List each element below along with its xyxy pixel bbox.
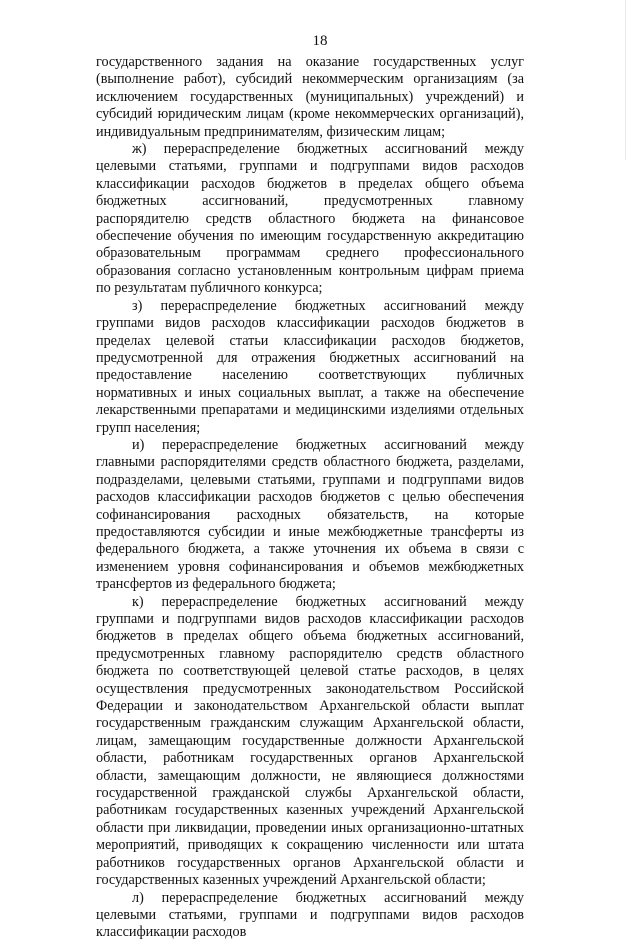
paragraph-continuation: государственного задания на оказание государственных услуг (выполнение работ), субсидий некоммерческим организациям (за исключением государственных (муниципальных) учреждений) и субсидий юридическим лицам (кроме некоммерческих организаций), индивидуальным предпринимателям, физическим лицам; — [96, 54, 524, 140]
paragraph-item-i: и) перераспределение бюджетных ассигнований между главными распорядителями средств областного бюджета, разделами, подразделами, целевыми статьями, группами и подгруппами видов расходов классификации расходов бюджетов с целью обеспечения софинансирования расходных обязательств, на которые предоставляются субсидии и иные межбюджетные трансферты из федерального бюджета, а также уточнения их объема в связи с изменением уровня софинансирования и объемов межбюджетных трансфертов из федерального бюджета; — [96, 436, 524, 593]
paragraph-item-zh: ж) перераспределение бюджетных ассигнований между целевыми статьями, группами и подгруппами видов расходов классификации расходов бюджетов в пределах общего объема бюджетных ассигнований, предусмотренных главному распорядителю средств областного бюджета на финансовое обеспечение обучения по имеющим государственную аккредитацию образовательным программам среднего профессионального образования согласно установленным контрольным цифрам приема по результатам публичного конкурса; — [96, 141, 524, 297]
paragraph-item-k: к) перераспределение бюджетных ассигнований между группами и подгруппами видов расходов классификации расходов бюджетов в пределах общего объема бюджетных ассигнований, предусмотренных главному распорядителю средств областного бюджета по соответствующей целевой статье расходов, в целях осуществления предусмотренных законодательством Российской Федерации и законодательством Архангельской области выплат государственным гражданским служащим Архангельской области, лицам, замещающим государственные должности Архангельской области, работникам государственных органов Архангельской области, замещающим должности, не являющиеся должностями государственной гражданской службы Архангельской области, работникам государственных казенных учреждений Архангельской области при ликвидации, проведении иных организационно-штатных мероприятий, приводящих к сокращению численности или штата работников государственных органов Архангельской области и государственных казенных учреждений Архангельской области; — [96, 593, 524, 889]
scan-edge-mark — [625, 0, 626, 160]
paragraph-item-l: л) перераспределение бюджетных ассигнований между целевыми статьями, группами и подгруппами видов расходов классификации расходов — [96, 889, 524, 941]
document-body — [96, 54, 524, 942]
page-number: 18 — [312, 33, 328, 49]
paragraph-item-z: з) перераспределение бюджетных ассигнований между группами видов расходов классификации расходов бюджетов в пределах целевой статьи классификации расходов бюджетов, предусмотренной для отражения бюджетных ассигнований на предоставление населению соответствующих публичных нормативных и иных социальных выплат, а также на обеспечение лекарственными препаратами и медицинскими изделиями отдельных групп населения; — [96, 297, 524, 436]
